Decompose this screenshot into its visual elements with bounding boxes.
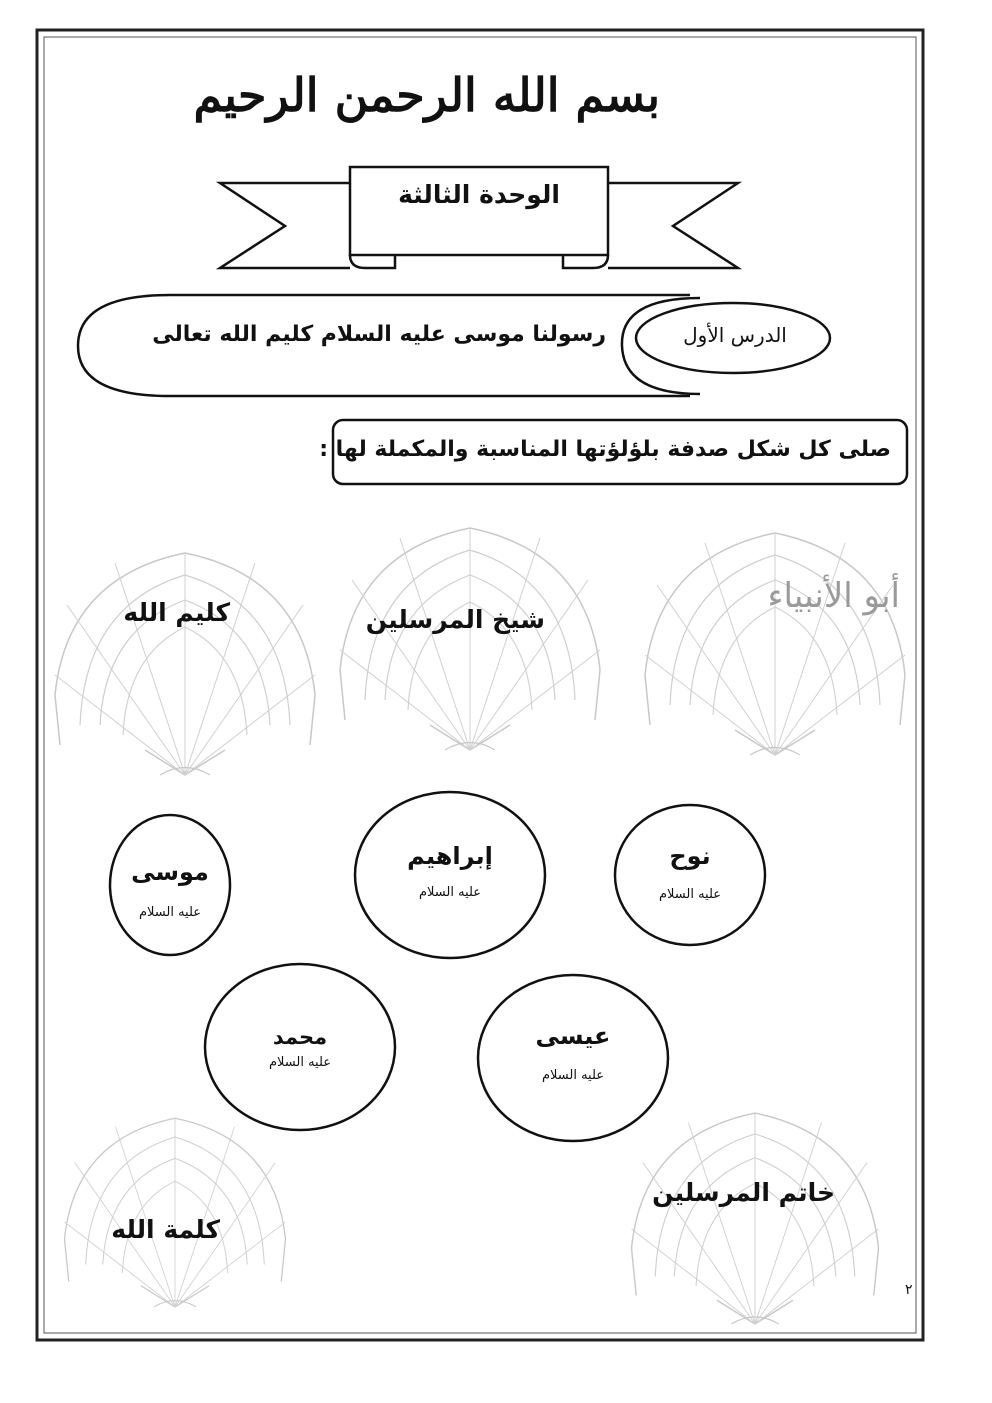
shell-shape	[632, 1113, 879, 1324]
pearl-name: محمد	[272, 1025, 328, 1049]
pearl-shape	[615, 805, 765, 945]
shell-text: شيخ المرسلين	[365, 605, 545, 634]
shell-text: أبو الأنبياء	[767, 576, 900, 616]
pearl-honorific: عليه السلام	[268, 1055, 332, 1070]
pearl-name: نوح	[669, 842, 711, 870]
pearl-honorific: عليه السلام	[138, 905, 202, 920]
unit-title: الوحدة الثالثة	[398, 180, 560, 209]
shell-shape	[340, 528, 600, 750]
shell-shape	[65, 1118, 286, 1307]
pearl-name: موسى	[131, 858, 209, 886]
lesson-title: رسولنا موسى عليه السلام كليم الله تعالى	[152, 322, 606, 347]
shell-shape	[55, 553, 315, 775]
shell-text: كلمة الله	[111, 1215, 220, 1244]
instruction-text: صلى كل شكل صدفة بلؤلؤتها المناسبة والمكملة لها :	[319, 437, 891, 462]
pearl-name: عيسى	[535, 1022, 611, 1050]
pearl-shape	[478, 975, 668, 1141]
pearl-honorific: عليه السلام	[418, 885, 482, 900]
shell-text: كليم الله	[123, 598, 230, 627]
pearl-honorific: عليه السلام	[541, 1068, 605, 1083]
lesson-label: الدرس الأول	[683, 323, 787, 347]
pearl-shape	[355, 792, 545, 958]
page-number: ٢	[905, 1282, 913, 1298]
basmala-calligraphy: بسم الله الرحمن الرحيم	[193, 68, 660, 122]
shell-shape	[645, 533, 905, 755]
pearl-honorific: عليه السلام	[658, 887, 722, 902]
pearl-name: إبراهيم	[407, 842, 493, 870]
shell-text: خاتم المرسلين	[652, 1178, 835, 1207]
